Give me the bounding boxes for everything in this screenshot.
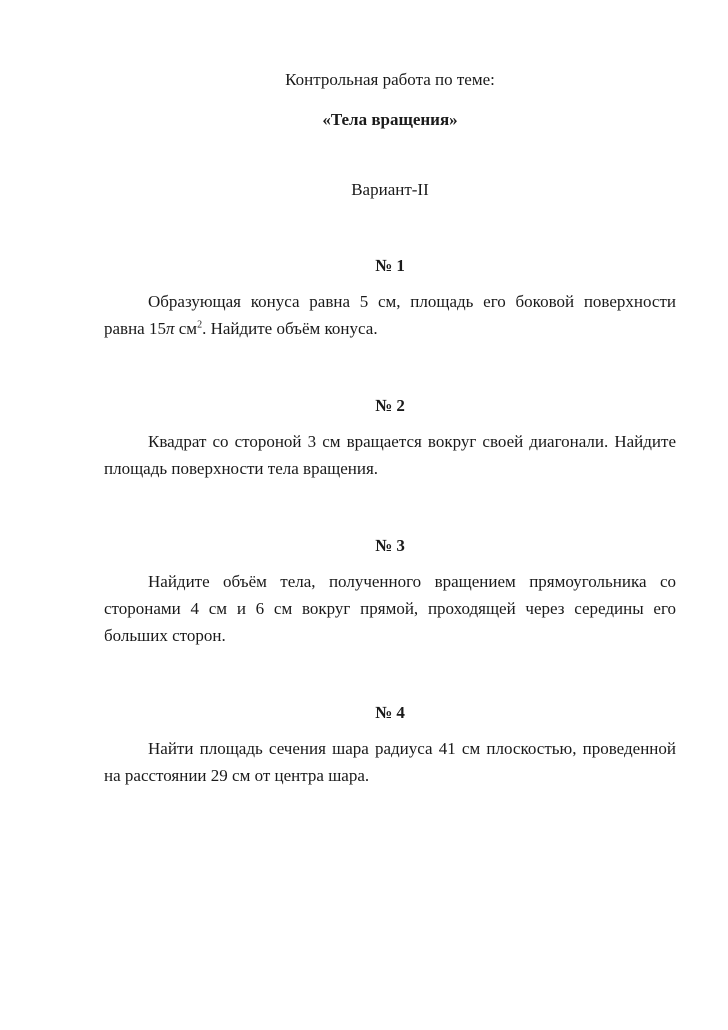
task-1-number: № 1 bbox=[375, 256, 405, 275]
task-1-superscript: 2 bbox=[197, 319, 203, 331]
document-title: Контрольная работа по теме: bbox=[285, 70, 495, 89]
task-1-text-before: Образующая конуса равна 5 см, площадь его боковой поверхности равна 15 bbox=[104, 292, 676, 338]
pi-symbol: π bbox=[165, 319, 175, 338]
document-topic: «Тела вращения» bbox=[322, 110, 458, 129]
task-4-text: Найти площадь сечения шара радиуса 41 см плоскостью, проведенной на расстоянии 29 см от центра шара. bbox=[104, 739, 676, 785]
task-1-text-after: . Найдите объём конуса. bbox=[202, 319, 378, 338]
task-3-text: Найдите объём тела, полученного вращением прямоугольника со сторонами 4 см и 6 см вокруг прямой, проходящей через середины его больших сторон. bbox=[104, 572, 676, 645]
task-2 bbox=[104, 394, 676, 482]
variant-label: Вариант-II bbox=[351, 180, 429, 199]
task-3-number: № 3 bbox=[375, 536, 405, 555]
task-3 bbox=[104, 534, 676, 649]
task-2-number: № 2 bbox=[375, 396, 405, 415]
task-1-unit: см bbox=[174, 319, 198, 338]
task-4 bbox=[104, 701, 676, 789]
task-1-text bbox=[104, 288, 676, 342]
task-1 bbox=[104, 254, 676, 342]
task-4-number: № 4 bbox=[375, 703, 405, 722]
task-2-text: Квадрат со стороной 3 см вращается вокруг своей диагонали. Найдите площадь поверхности тела вращения. bbox=[104, 432, 676, 478]
document-page bbox=[104, 68, 676, 789]
